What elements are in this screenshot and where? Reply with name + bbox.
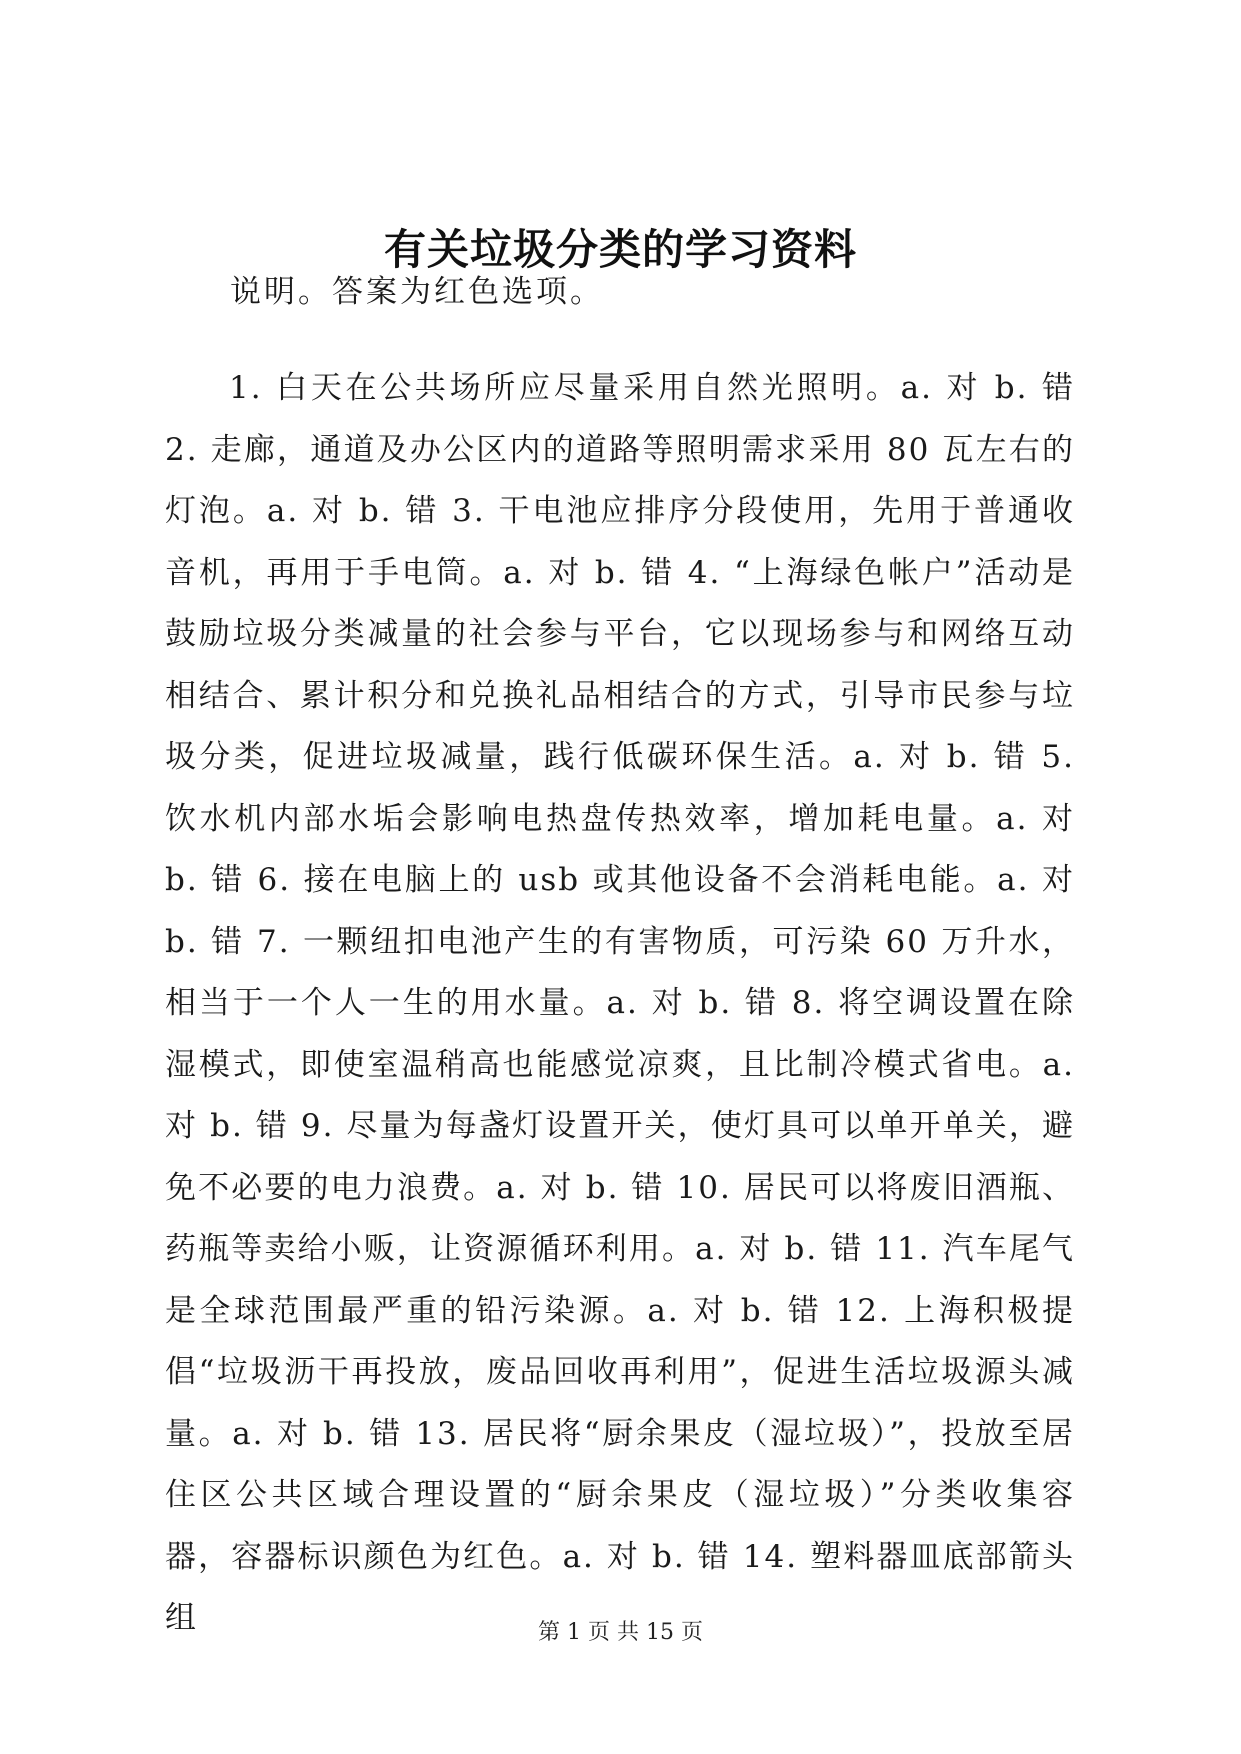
document-title: 有关垃圾分类的学习资料 (383, 225, 857, 274)
intro-paragraph: 说明。答案为红色选项。 (230, 274, 604, 310)
page-number: 第 1 页 共 15 页 (538, 1620, 703, 1645)
body-paragraph: 1. 白天在公共场所应尽量采用自然光照明。a. 对 b. 错 2. 走廊，通道及办公区内的道路等照明需求采用 80 瓦左右的灯泡。a. 对 b. 错 3. 干电池应排序分段使用，先用于普通收音机，再用于手电筒。a. 对 b. 错 4. “上海绿色帐户”活动是鼓励垃圾分类减量的社会参与平台，它以现场参与和网络互动相结合、累计积分和兑换礼品相结合的方式，引导市民参与垃圾分类，促进垃圾减量，践行低碳环保生活。a. 对 b. 错 5. 饮水机内部水垢会影响电热盘传热效率，增加耗电量。a. 对 b. 错 6. 接在电脑上的 usb 或其他设备不会消耗电能。a. 对 b. 错 7. 一颗纽扣电池产生的有害物质，可污染 60 万升水，相当于一个人一生的用水量。a. 对 b. 错 8. 将空调设置在除湿模式，即使室温稍高也能感觉凉爽，且比制冷模式省电。a. 对 b. 错 9. 尽量为每盏灯设置开关，使灯具可以单开单关，避免不必要的电力浪费。a. 对 b. 错 10. 居民可以将废旧酒瓶、药瓶等卖给小贩，让资源循环利用。a. 对 b. 错 11. 汽车尾气是全球范围最严重的铅污染源。a. 对 b. 错 12. 上海积极提倡“垃圾沥干再投放，废品回收再利用”，促进生活垃圾源头减量。a. 对 b. 错 13. 居民将“厨余果皮（湿垃圾）”，投放至居住区公共区域合理设置的“厨余果皮（湿垃圾）”分类收集容器，容器标识颜色为红色。a. 对 b. 错 14. 塑料器皿底部箭头组 (165, 370, 1075, 1636)
page-footer (0, 1618, 1241, 1648)
